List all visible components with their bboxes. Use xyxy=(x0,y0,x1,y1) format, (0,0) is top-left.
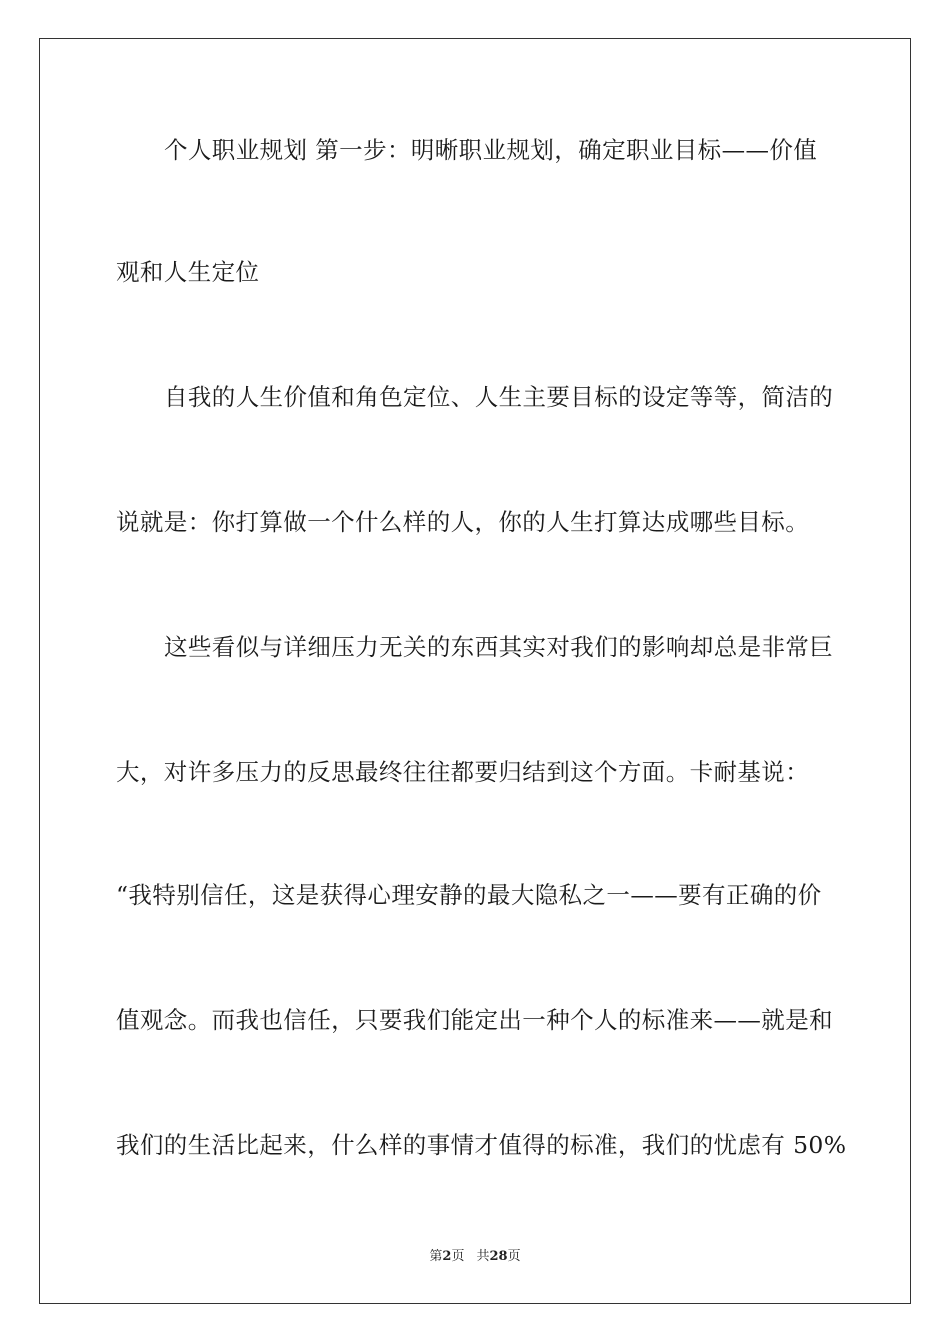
page-footer xyxy=(0,1248,950,1266)
paragraph-2-line-2: 说就是：你打算做一个什么样的人，你的人生打算达成哪些目标。 xyxy=(116,508,810,536)
paragraph-3-line-4: 值观念。而我也信任，只要我们能定出一种个人的标准来——就是和 xyxy=(116,1006,833,1034)
total-pages: 28 xyxy=(489,1249,508,1264)
paragraph-3-line-5: 我们的生活比起来，什么样的事情才值得的标准，我们的忧虑有 50% xyxy=(116,1131,847,1159)
paragraph-1-line-2: 观和人生定位 xyxy=(116,258,260,286)
total-suffix: 页 xyxy=(507,1249,521,1264)
total-prefix: 共 xyxy=(476,1249,490,1264)
paragraph-1-line-1: 个人职业规划 第一步：明晰职业规划，确定职业目标——价值 xyxy=(164,136,818,164)
paragraph-3-line-1: 这些看似与详细压力无关的东西其实对我们的影响却总是非常巨 xyxy=(164,633,834,661)
page-number: 2 xyxy=(442,1249,452,1264)
paragraph-3-line-2: 大，对许多压力的反思最终往往都要归结到这个方面。卡耐基说： xyxy=(116,758,810,786)
paragraph-2-line-1: 自我的人生价值和角色定位、人生主要目标的设定等等，简洁的 xyxy=(164,383,834,411)
paragraph-3-line-3: “我特别信任，这是获得心理安静的最大隐私之一——要有正确的价 xyxy=(116,881,822,909)
page-border xyxy=(39,38,911,1304)
page-suffix: 页 xyxy=(451,1249,465,1264)
page-prefix: 第 xyxy=(429,1249,443,1264)
